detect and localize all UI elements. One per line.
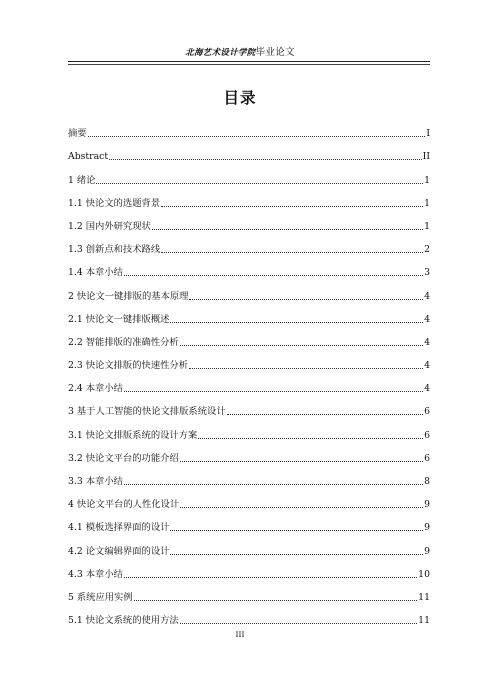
toc-dot-leader bbox=[198, 438, 423, 439]
toc-entry-page: 4 bbox=[424, 383, 430, 395]
toc-dot-leader bbox=[189, 299, 423, 300]
toc-entry[interactable] bbox=[68, 210, 430, 233]
toc-dot-leader bbox=[88, 136, 426, 137]
toc-dot-leader bbox=[161, 252, 423, 253]
toc-entry-label: 摘要 bbox=[68, 128, 87, 140]
toc-entry-page: 4 bbox=[424, 290, 430, 302]
toc-entry[interactable] bbox=[68, 326, 430, 349]
toc-entry-page: 11 bbox=[418, 615, 430, 627]
toc-dot-leader bbox=[161, 206, 423, 207]
toc-entry-page: 1 bbox=[424, 220, 430, 232]
toc-entry-label: 1.3 创新点和技术路线 bbox=[68, 244, 161, 256]
toc-entry-label: 2.1 快论文一键排版概述 bbox=[68, 313, 170, 325]
toc-entry[interactable] bbox=[68, 233, 430, 256]
toc-entry[interactable] bbox=[68, 256, 430, 279]
toc-entry-page: 2 bbox=[424, 244, 430, 256]
toc-dot-leader bbox=[124, 484, 423, 485]
toc-entry[interactable] bbox=[68, 395, 430, 418]
toc-entry-page: 10 bbox=[418, 568, 430, 580]
header-rule bbox=[68, 61, 430, 62]
toc-entry-page: 9 bbox=[424, 522, 430, 534]
toc-entry-page: 8 bbox=[424, 476, 430, 487]
page-title: 目录 bbox=[223, 88, 257, 107]
toc-entry-label: 4.1 模板选择界面的设计 bbox=[68, 522, 170, 534]
toc-entry-page: 6 bbox=[424, 429, 430, 441]
toc-entry-label: 5 系统应用实例 bbox=[68, 591, 133, 603]
toc-entry-page: 1 bbox=[424, 197, 430, 209]
toc-entry-label: 1.4 本章小结 bbox=[68, 267, 123, 279]
toc-entry-label: 1 绪论 bbox=[68, 174, 96, 186]
toc-entry-label: 2.3 快论文排版的快速性分析 bbox=[68, 360, 189, 372]
toc-dot-leader bbox=[170, 530, 423, 531]
toc-entry-label: 4.2 论文编辑界面的设计 bbox=[68, 545, 170, 557]
toc-dot-leader bbox=[180, 461, 423, 462]
toc-entry[interactable] bbox=[68, 163, 430, 186]
toc-entry-label: 3.2 快论文平台的功能介绍 bbox=[68, 452, 179, 464]
toc-entry-page: 3 bbox=[424, 267, 430, 279]
toc-entry-page: 4 bbox=[424, 313, 430, 325]
toc-entry[interactable] bbox=[68, 418, 430, 441]
toc-entry-page: II bbox=[422, 151, 430, 163]
toc-entry-page: 11 bbox=[418, 591, 430, 603]
toc-entry-label: 3.1 快论文排版系统的设计方案 bbox=[68, 429, 198, 441]
toc-entry-page: 6 bbox=[424, 452, 430, 464]
toc-entry-label: 2 快论文一键排版的基本原理 bbox=[68, 290, 189, 302]
toc-dot-leader bbox=[189, 368, 423, 369]
toc-dot-leader bbox=[180, 623, 417, 624]
toc-entry-label: 2.2 智能排版的准确性分析 bbox=[68, 336, 179, 348]
toc-dot-leader bbox=[109, 159, 422, 160]
toc-entry[interactable] bbox=[68, 187, 430, 210]
toc-entry-label: 5.1 快论文系统的使用方法 bbox=[68, 615, 179, 627]
toc-dot-leader bbox=[227, 414, 423, 415]
toc-entry-label: 3.3 本章小结 bbox=[68, 476, 123, 487]
page-header bbox=[0, 44, 480, 58]
toc-entry-page: 1 bbox=[424, 174, 430, 186]
toc-entry[interactable] bbox=[68, 581, 430, 604]
toc-entry[interactable] bbox=[68, 372, 430, 395]
toc-dot-leader bbox=[180, 345, 423, 346]
toc-dot-leader bbox=[152, 229, 423, 230]
toc-entry[interactable] bbox=[68, 442, 430, 465]
toc-entry[interactable] bbox=[68, 117, 430, 140]
toc-dot-leader bbox=[124, 391, 423, 392]
toc-entry-label: 1.1 快论文的选题背景 bbox=[68, 197, 161, 209]
toc-entry-label: Abstract bbox=[68, 151, 109, 163]
toc-entry[interactable] bbox=[68, 303, 430, 326]
toc-dot-leader bbox=[170, 322, 423, 323]
header-suffix: 毕业论文 bbox=[255, 47, 295, 58]
toc-dot-leader bbox=[180, 507, 423, 508]
toc-dot-leader bbox=[96, 183, 423, 184]
toc-entry[interactable] bbox=[68, 488, 430, 511]
toc-dot-leader bbox=[124, 275, 423, 276]
toc-entry[interactable] bbox=[68, 465, 430, 488]
toc-dot-leader bbox=[134, 600, 418, 601]
toc-entry-page: 6 bbox=[424, 406, 430, 418]
toc-entry[interactable] bbox=[68, 140, 430, 163]
toc-entry-page: 9 bbox=[424, 545, 430, 557]
toc-entry-label: 3 基于人工智能的快论文排版系统设计 bbox=[68, 406, 226, 418]
toc-entry-label: 4.3 本章小结 bbox=[68, 568, 123, 580]
toc-entry-page: I bbox=[426, 128, 430, 140]
toc-entry[interactable] bbox=[68, 349, 430, 372]
page-number: III bbox=[235, 630, 245, 639]
toc-entry[interactable] bbox=[68, 558, 430, 581]
toc-entry-page: 4 bbox=[424, 360, 430, 372]
toc-dot-leader bbox=[170, 554, 423, 555]
toc-entry[interactable] bbox=[68, 534, 430, 557]
toc-dot-leader bbox=[124, 577, 417, 578]
table-of-contents bbox=[68, 117, 430, 627]
toc-entry-page: 4 bbox=[424, 336, 430, 348]
toc-entry[interactable] bbox=[68, 511, 430, 534]
header-school-name: 北海艺术设计学院 bbox=[185, 48, 256, 58]
toc-entry-label: 1.2 国内外研究现状 bbox=[68, 220, 151, 232]
toc-entry-page: 9 bbox=[424, 499, 430, 511]
toc-entry[interactable] bbox=[68, 604, 430, 627]
toc-entry[interactable] bbox=[68, 279, 430, 302]
header-rule-thin bbox=[68, 64, 430, 65]
toc-entry-label: 2.4 本章小结 bbox=[68, 383, 123, 395]
toc-entry-label: 4 快论文平台的人性化设计 bbox=[68, 499, 180, 511]
